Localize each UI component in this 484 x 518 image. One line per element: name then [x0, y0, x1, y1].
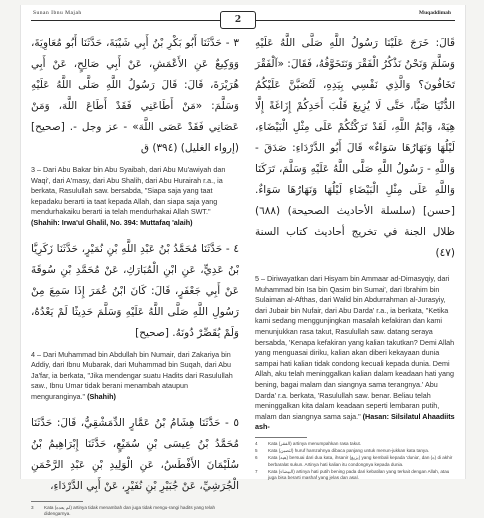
footnote: 3 Kata (لم يعده) artinya tidak menambah dan juga tidak mengu-rangi hadits yang telah didengarnya. — [31, 504, 216, 516]
hadith-5-reference: (Hasan: Silsilatul Ahaadiits ash- — [255, 411, 455, 432]
hadith-4-translation: 4 – Dari Muhammad bin Abdullah bin Numair, dari Zakariya bin Addiy, dari Ibnu Mubarak, dari Muhammad bin Suqah, dari Abu Ja'far, ia berkata, "Jika mendengar suatu Hadits dari Rasulullah saw., Ibnu Umar tidak berani menambah ataupun menguranginya." (Shahih) — [31, 349, 233, 401]
footnote-divider — [31, 501, 83, 502]
hadith-3-arabic: ٣ - حَدَّثَنَا أَبُو بَكْرِ بْنُ أَبِي شَيْبَةَ، حَدَّثَنَا أَبُو مُعَاوِيَةَ، وَوَكِيعٌ عَنِ الأَعْمَشِ، عَنْ أَبِي صَالِحٍ، عَنْ أَبِي هُرَيْرَةَ، قَالَ: قَالَ رَسُولُ اللَّهِ صَلَّى اللَّهُ عَلَيْهِ وَسَلَّمَ: «مَنْ أَطَاعَنِي فَقَدْ أَطَاعَ اللَّهَ، وَمَنْ عَصَانِي فَقَدْ عَصَى اللَّهَ» - عز وجل -. [صحيح] (إرواء الغليل) (٣٩٤) ق — [31, 37, 239, 154]
hadith-5-arabic-start: ٥ - حَدَّثَنَا هِشَامُ بْنُ عَمَّارٍ الدِّمَشْقِيُّ، قَالَ: حَدَّثَنَا مُحَمَّدُ بْنُ عِيسَى بْنِ سُمَيْعٍ، حَدَّثَنَا إِبْرَاهِيمُ بْنُ سُلَيْمَانَ الأَفْطَسُ، عَنِ الْوَلِيدِ بْنِ عَبْدِ الرَّحْمَنِ الْجُرَشِيِّ، عَنْ جُبَيْرِ بْنِ نُفَيْرٍ، عَنْ أَبِي الدَّرْدَاءِ، — [31, 416, 239, 492]
hadith-3-translation: 3 – Dari Abu Bakar bin Abu Syaibah, dari Abu Mu'awiyah dan Waqi', dari A'masy, dari Abu Shalih, dari Abu Hurairah r.a., ia berkata, Rasulullah saw. bersabda, "Siapa saja yang taat kepadaku berarti ia taat kepada Allah, dan siapa saja yang mendurhakaiku berarti ia telah mendurhakai Allah SWT." (Shahih: Irwa'ul Ghalil, No. 394: Muttafaq 'alaih) — [31, 165, 226, 227]
left-column — [31, 33, 239, 518]
hadith-5-arabic-cont: قَالَ: خَرَجَ عَلَيْنَا رَسُولُ اللَّهِ صَلَّى اللَّهُ عَلَيْهِ وَسَلَّمَ وَنَحْنُ نَذْكُرُ الْفَقْرَ وَنَتَخَوَّفُهُ، فَقَالَ: «آلْفَقْرَ تَخَافُونَ؟ وَالَّذِي نَفْسِي بِيَدِهِ، لَتُصَبَّنَّ عَلَيْكُمُ الدُّنْيَا صَبًّا، حَتَّى لَا يُزِيغَ قَلْبَ أَحَدِكُمْ إِزَاغَةً إِلَّا هِيَهْ، وَايْمُ اللَّهِ، لَقَدْ تَرَكْتُكُمْ عَلَى مِثْلِ الْبَيْضَاءِ، لَيْلُهَا وَنَهَارُهَا سَوَاءٌ» قَالَ أَبُو الدَّرْدَاءِ: صَدَقَ - وَاللَّهِ - رَسُولُ اللَّهِ صَلَّى اللَّهُ عَلَيْهِ وَسَلَّمَ، تَرَكَنَا وَاللَّهِ عَلَى مِثْلِ الْبَيْضَاءِ لَيْلُهَا وَنَهَارُهَا سَوَاءٌ. [حسن] (سلسلة الأحاديث الصحيحة) (٦٨٨) ظلال الجنة في تخريج أحاديث كتاب السنة (٤٧) — [255, 37, 455, 259]
footnote: 4 Kata (الفقر) artinya menumpahkan rasa takut. — [255, 440, 362, 446]
page-number: 2 — [220, 11, 256, 29]
hadith-5-translation: 5 – Diriwayatkan dari Hisyam bin Ammaar ad-Dimasyqiy, dari Muhammad bin Isa bin Qasim bin Sumai', dari Ibrahim bin Sulaiman al-Afthas, dari Walid bin Abdurrahman al-Jurasyiy, dari Jubair bin Nufair, dari Abu Darda' r.a., ia berkata, "Ketika kami sedang menggunjingkan masalah kefakiran dan kami menunjukkan rasa takut, Rasulullah saw. datang seraya bersabda, 'Kenapa kefakiran yang kalian takutkan? Demi Allah yang menguasai diriku, kalian akan diberi kekayaan dunia sampai hati kalian tidak condong kecuali kepada dunia. Demi Allah, aku telah meninggalkan kalian dalam keadaan hati yang bening, bagai malam dan siangnya sama terangnya.' Abu Darda' r.a. berkata, 'Rasulullah saw. benar. Beliau telah meninggalkan kita dalam keadaan seperti lembaran putih, malam dan siangnya sama saja." (Hasan: Silsilatul Ahaadiits ash- — [255, 274, 455, 432]
hadith-4-reference: (Shahih) — [87, 391, 116, 401]
footnote-divider — [255, 437, 307, 438]
footnote: 6 Kata (هيه) bersuai dari dua kata, ihsanir (يزيغ) yang kembali kepada 'dunia', dan (ه) di akhir berbaralat sukun. Artinya hati kalian itu condongnya kepada dunia. — [255, 455, 453, 467]
section-title: Muqaddimah — [418, 10, 451, 16]
footnote: 7 Kata (البيضاء) artinya hati putih bening pada dari kebatilan yang terkait dengan Allah, atau juga bisa berarti mashaf yang jelas dan asal. — [255, 468, 450, 480]
document-page — [20, 5, 466, 516]
hadith-4-arabic: ٤ - حَدَّثَنَا مُحَمَّدُ بْنُ عَبْدِ اللَّهِ بْنِ نُمَيْرٍ، حَدَّثَنَا زَكَرِيَّا بْنُ عَدِيٍّ، عَنِ ابْنِ الْمُبَارَكِ، عَنْ مُحَمَّدِ بْنِ سُوقَةَ عَنْ أَبِي جَعْفَرٍ، قَالَ: كَانَ ابْنُ عُمَرَ إِذَا سَمِعَ مِنْ رَسُولِ اللَّهِ صَلَّى اللَّهُ عَلَيْهِ وَسَلَّمَ حَدِيثًا لَمْ يَعْدُهُ، وَلَمْ يُقَصِّرْ دُونَهُ. [صحيح] — [31, 242, 239, 339]
footnote: 5 Kata (لتصبن) huruf hamzahnya dibaca panjang untuk menun-jukkan kata tanya. — [255, 448, 430, 454]
right-column — [255, 33, 455, 482]
book-title: Sunan Ibnu Majah — [33, 10, 82, 16]
hadith-3-reference: (Shahih: Irwa'ul Ghalil, No. 394: Muttafaq 'alaih) — [31, 217, 193, 227]
